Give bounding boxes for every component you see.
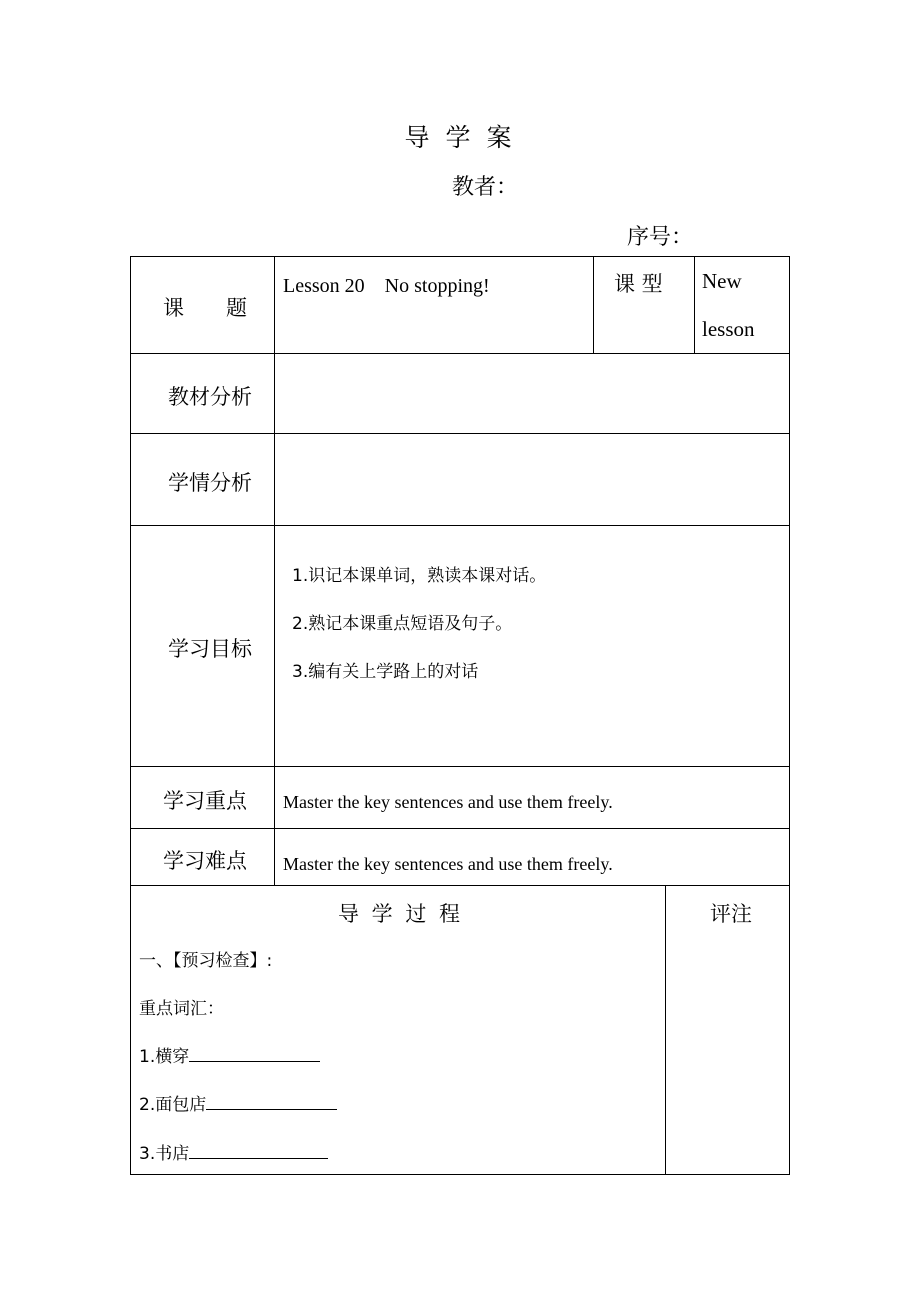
key-points-label: 学习重点 <box>163 789 247 813</box>
learning-goal-item: 1.识记本课单词，熟读本课对话。 <box>292 566 547 586</box>
type-column-divider <box>593 256 594 354</box>
notes-heading: 评注 <box>710 902 752 926</box>
learning-goals-label: 学习目标 <box>168 637 252 661</box>
learning-goal-item: 3.编有关上学路上的对话 <box>292 662 479 682</box>
teacher-label: 教者： <box>452 175 519 200</box>
table-divider <box>130 766 790 767</box>
vocabulary-item-label: 1.横穿 <box>139 1047 190 1067</box>
table-divider <box>130 828 790 829</box>
vocabulary-item <box>139 1139 328 1164</box>
material-analysis-label: 教材分析 <box>168 385 252 409</box>
label-column-divider <box>274 256 275 886</box>
table-divider <box>130 353 790 354</box>
lesson-type-label: 课 型 <box>614 272 663 296</box>
vocabulary-item-label: 2.面包店 <box>139 1095 207 1115</box>
table-border-top <box>130 256 790 257</box>
table-divider <box>130 525 790 526</box>
table-border-bottom <box>130 1174 790 1175</box>
serial-number-label: 序号： <box>627 225 694 250</box>
difficult-points-label: 学习难点 <box>163 849 247 873</box>
topic-label: 课 题 <box>163 296 247 320</box>
notes-column-divider <box>665 885 666 1175</box>
answer-blank[interactable] <box>206 1093 337 1110</box>
difficult-points-value: Master the key sentences and use them freely. <box>283 854 613 874</box>
answer-blank[interactable] <box>189 1045 320 1062</box>
process-heading: 导 学 过 程 <box>338 902 464 926</box>
table-divider <box>130 433 790 434</box>
vocabulary-item <box>139 1090 337 1115</box>
table-divider <box>130 885 790 886</box>
lesson-type-value-line2: lesson <box>702 317 755 341</box>
table-border-left <box>130 256 131 1175</box>
preview-check-heading: 一、【预习检查】: <box>139 951 273 971</box>
type-value-divider <box>694 256 695 354</box>
page-title: 导 学 案 <box>404 123 516 152</box>
table-border-right <box>789 256 790 1175</box>
key-vocabulary-heading: 重点词汇： <box>139 999 224 1019</box>
lesson-type-value-line1: New <box>702 269 742 293</box>
answer-blank[interactable] <box>189 1142 328 1159</box>
topic-value: Lesson 20 No stopping! <box>283 275 490 297</box>
learner-analysis-label: 学情分析 <box>168 471 252 495</box>
learning-goal-item: 2.熟记本课重点短语及句子。 <box>292 614 513 634</box>
vocabulary-item <box>139 1042 320 1067</box>
vocabulary-item-label: 3.书店 <box>139 1144 190 1164</box>
key-points-value: Master the key sentences and use them freely. <box>283 792 613 812</box>
